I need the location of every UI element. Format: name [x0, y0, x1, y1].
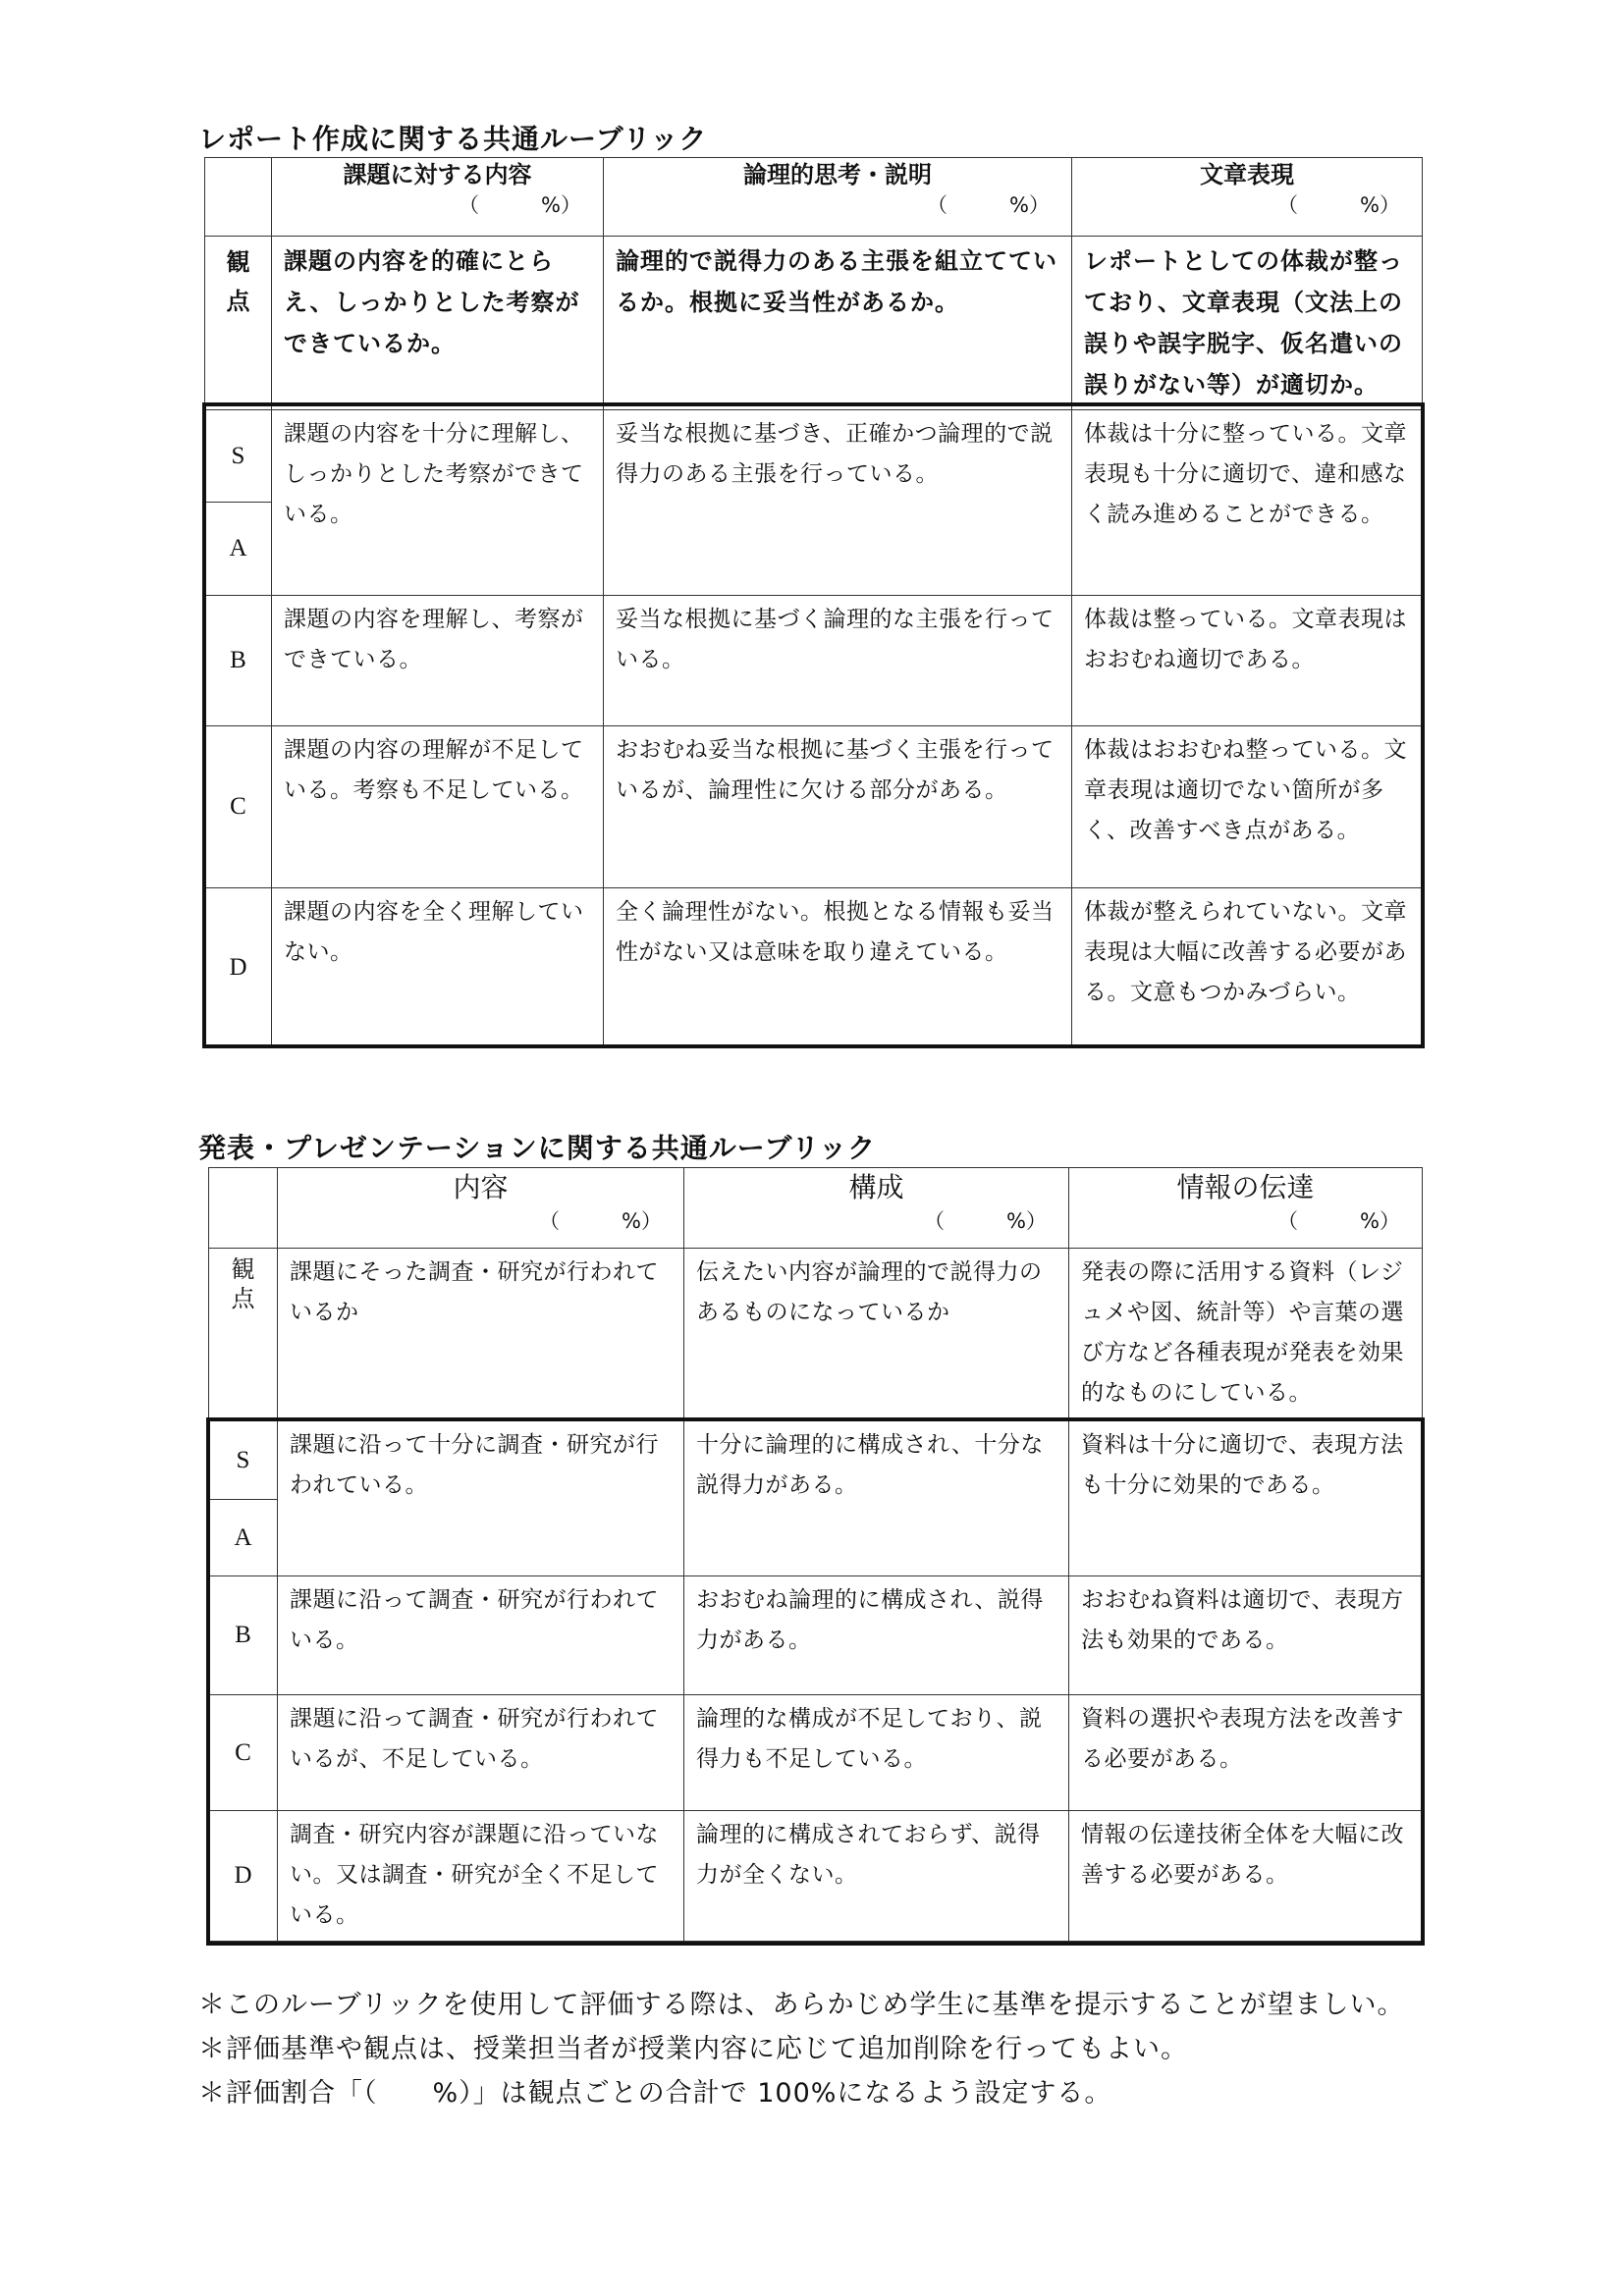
- footnote: ＊評価基準や観点は、授業担当者が授業内容に応じて追加削除を行ってもよい。: [198, 2034, 1188, 2064]
- criterion-text: 調査・研究内容が課題に沿っていない。又は調査・研究が全く不足している。: [290, 1822, 659, 1928]
- criterion-cell: [684, 1811, 1069, 1942]
- criterion-text: 情報の伝達技術全体を大幅に改善する必要がある。: [1081, 1822, 1404, 1888]
- criterion-text: 資料は十分に適切で、表現方法も十分に効果的である。: [1081, 1432, 1404, 1498]
- observation-label-cell: [209, 1249, 278, 1421]
- criterion-cell: [278, 1576, 684, 1695]
- footnote: ＊このルーブリックを使用して評価する際は、あらかじめ学生に基準を提示することが望ましい。: [198, 1990, 1405, 2020]
- column-header: [604, 158, 1072, 237]
- criterion-cell: [604, 410, 1072, 596]
- criterion-text: 課題の内容を全く理解していない。: [284, 899, 584, 965]
- observation-label: 観点: [226, 248, 250, 315]
- criterion-text: 体裁はおおむね整っている。文章表現は適切でない箇所が多く、改善すべき点がある。: [1084, 737, 1407, 843]
- weight-percent: （ %）: [459, 193, 581, 217]
- criterion-text: おおむね資料は適切で、表現方法も効果的である。: [1081, 1587, 1404, 1653]
- level-row-sa: [205, 410, 1423, 503]
- presentation-rubric-table: [208, 1167, 1423, 1942]
- column-header: [1072, 158, 1423, 237]
- criterion-cell: [1072, 410, 1423, 596]
- weight-percent: （ %）: [924, 1209, 1047, 1233]
- weight-percent: （ %）: [539, 1209, 662, 1233]
- level-b: B: [205, 596, 272, 726]
- observation-text: 伝えたい内容が論理的で説得力のあるものになっているか: [696, 1259, 1043, 1325]
- criterion-text: 論理的な構成が不足しており、説得力も不足している。: [696, 1706, 1043, 1772]
- level-row-sa: [209, 1421, 1423, 1500]
- criterion-text: 体裁は十分に整っている。文章表現も十分に適切で、違和感なく読み進めることができる。: [1084, 421, 1407, 527]
- report-rubric-table: [204, 157, 1423, 1048]
- column-header: [278, 1168, 684, 1249]
- criterion-cell: [272, 888, 604, 1048]
- observation-cell: [1072, 237, 1423, 410]
- level-d: D: [205, 888, 272, 1048]
- header-row: [205, 158, 1423, 237]
- level-b: B: [209, 1576, 278, 1695]
- weight-percent: （ %）: [1277, 1209, 1400, 1233]
- criterion-cell: [278, 1811, 684, 1942]
- criterion-cell: [272, 410, 604, 596]
- level-row-b: [205, 596, 1423, 726]
- corner-cell: [209, 1168, 278, 1249]
- criterion-cell: [604, 888, 1072, 1048]
- column-header: [1069, 1168, 1423, 1249]
- criterion-cell: [1072, 888, 1423, 1048]
- criterion-text: 体裁が整えられていない。文章表現は大幅に改善する必要がある。文意もつかみづらい。: [1084, 899, 1407, 1005]
- criterion-text: 課題に沿って十分に調査・研究が行われている。: [290, 1432, 659, 1498]
- criterion-text: 課題に沿って調査・研究が行われているが、不足している。: [290, 1706, 659, 1772]
- footnote: ＊評価割合「（ %）」は観点ごとの合計で 100%になるよう設定する。: [198, 2078, 1112, 2109]
- criterion-text: 全く論理性がない。根拠となる情報も妥当性がない又は意味を取り違えている。: [616, 899, 1055, 965]
- header-row: [209, 1168, 1423, 1249]
- column-name: 課題に対する内容: [343, 161, 532, 188]
- criterion-cell: [684, 1576, 1069, 1695]
- presentation-rubric-title: 発表・プレゼンテーションに関する共通ルーブリック: [198, 1132, 877, 1164]
- criterion-text: 課題に沿って調査・研究が行われている。: [290, 1587, 659, 1653]
- observation-label-cell: [205, 237, 272, 410]
- criterion-cell: [604, 596, 1072, 726]
- column-name: 内容: [453, 1171, 509, 1203]
- criterion-text: おおむね妥当な根拠に基づく主張を行っているが、論理性に欠ける部分がある。: [616, 737, 1055, 803]
- level-d: D: [209, 1811, 278, 1942]
- level-row-c: [205, 726, 1423, 888]
- criterion-cell: [1069, 1421, 1423, 1576]
- criterion-cell: [684, 1695, 1069, 1811]
- column-name: 文章表現: [1200, 161, 1294, 188]
- column-header: [272, 158, 604, 237]
- column-name: 論理的思考・説明: [743, 161, 932, 188]
- column-name: 構成: [848, 1171, 904, 1203]
- criterion-text: 妥当な根拠に基づき、正確かつ論理的で説得力のある主張を行っている。: [616, 421, 1054, 487]
- criterion-text: 妥当な根拠に基づく論理的な主張を行っている。: [616, 607, 1055, 672]
- column-header: [684, 1168, 1069, 1249]
- level-a: A: [209, 1500, 278, 1576]
- report-rubric-title: レポート作成に関する共通ルーブリック: [198, 123, 708, 155]
- criterion-text: 課題の内容を十分に理解し、しっかりとした考察ができている。: [284, 421, 584, 527]
- criterion-cell: [1069, 1811, 1423, 1942]
- criterion-text: 資料の選択や表現方法を改善する必要がある。: [1081, 1706, 1404, 1772]
- level-row-d: [205, 888, 1423, 1048]
- criterion-cell: [1072, 596, 1423, 726]
- observation-row: [205, 237, 1423, 410]
- corner-cell: [205, 158, 272, 237]
- observation-text: 発表の際に活用する資料（レジュメや図、統計等）や言葉の選び方など各種表現が発表を効果的なものにしている。: [1081, 1259, 1404, 1406]
- criterion-cell: [272, 596, 604, 726]
- level-s: S: [205, 410, 272, 503]
- criterion-cell: [1069, 1576, 1423, 1695]
- criterion-text: おおむね論理的に構成され、説得力がある。: [696, 1587, 1044, 1653]
- criterion-text: 課題の内容の理解が不足している。考察も不足している。: [284, 737, 584, 803]
- level-c: C: [205, 726, 272, 888]
- observation-cell: [684, 1249, 1069, 1421]
- observation-label: 観点: [231, 1255, 255, 1312]
- level-row-b: [209, 1576, 1423, 1695]
- level-a: A: [205, 503, 272, 596]
- criterion-cell: [1069, 1695, 1423, 1811]
- level-s: S: [209, 1421, 278, 1500]
- level-row-d: [209, 1811, 1423, 1942]
- level-c: C: [209, 1695, 278, 1811]
- observation-row: [209, 1249, 1423, 1421]
- observation-text: 論理的で説得力のある主張を組立てているか。根拠に妥当性があるか。: [616, 247, 1057, 316]
- column-name: 情報の伝達: [1176, 1171, 1315, 1203]
- criterion-cell: [604, 726, 1072, 888]
- observation-cell: [1069, 1249, 1423, 1421]
- criterion-text: 課題の内容を理解し、考察ができている。: [284, 607, 584, 672]
- observation-text: 課題にそった調査・研究が行われているか: [290, 1259, 659, 1325]
- criterion-text: 十分に論理的に構成され、十分な説得力がある。: [696, 1432, 1044, 1498]
- footnotes: [198, 1983, 1405, 2115]
- criterion-cell: [1072, 726, 1423, 888]
- criterion-cell: [278, 1695, 684, 1811]
- observation-text: レポートとしての体裁が整っており、文章表現（文法上の誤りや誤字脱字、仮名遣いの誤りがない等）が適切か。: [1084, 247, 1403, 399]
- observation-text: 課題の内容を的確にとらえ、しっかりとした考察ができているか。: [284, 247, 580, 357]
- criterion-cell: [272, 726, 604, 888]
- criterion-cell: [278, 1421, 684, 1576]
- observation-cell: [604, 237, 1072, 410]
- criterion-text: 論理的に構成されておらず、説得力が全くない。: [696, 1822, 1041, 1888]
- weight-percent: （ %）: [927, 193, 1050, 217]
- observation-cell: [278, 1249, 684, 1421]
- criterion-cell: [684, 1421, 1069, 1576]
- weight-percent: （ %）: [1277, 193, 1400, 217]
- observation-cell: [272, 237, 604, 410]
- criterion-text: 体裁は整っている。文章表現はおおむね適切である。: [1084, 607, 1407, 672]
- level-row-c: [209, 1695, 1423, 1811]
